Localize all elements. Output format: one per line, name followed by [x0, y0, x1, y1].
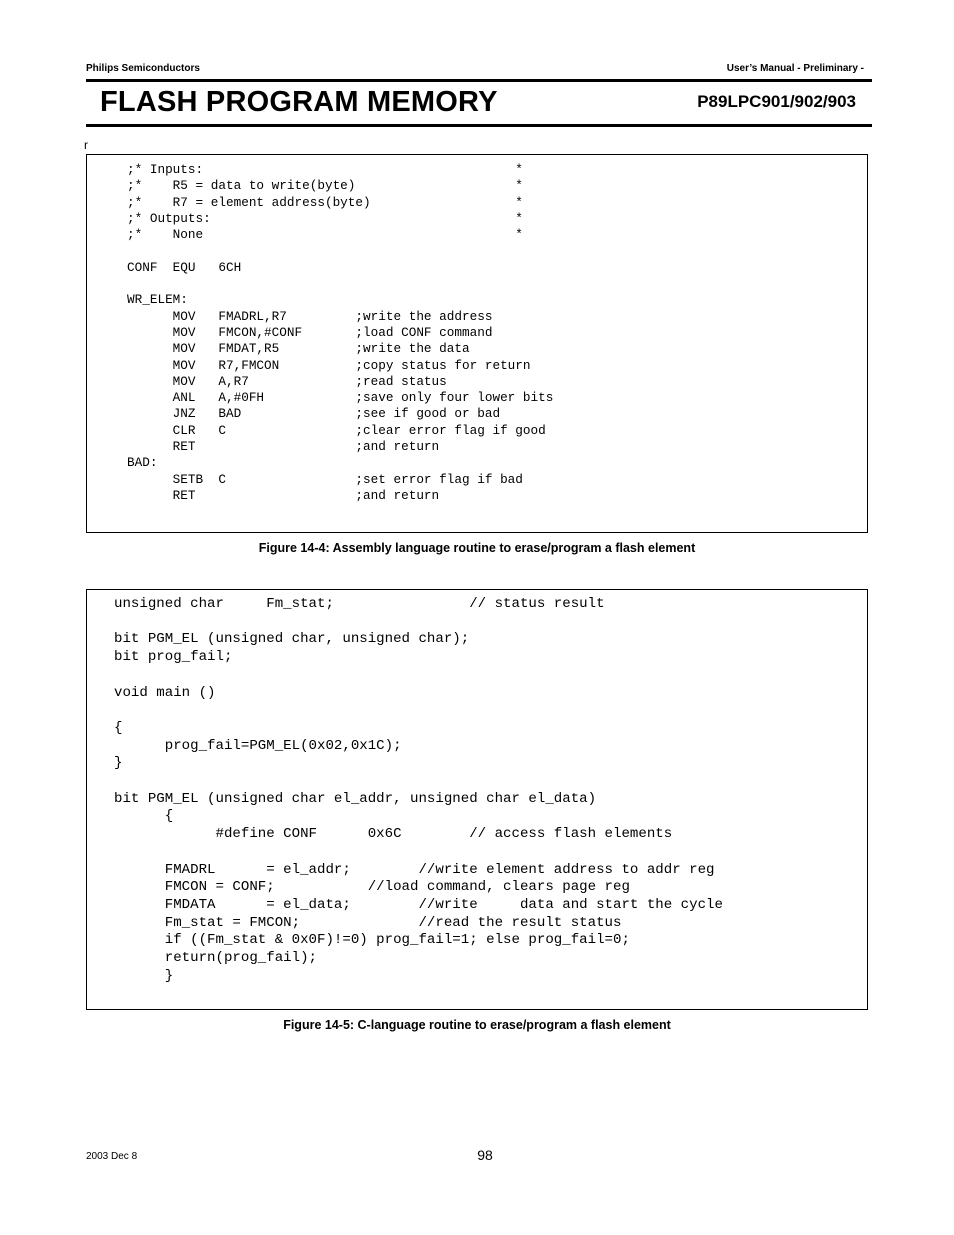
header-manual-status: User’s Manual - Preliminary - — [726, 63, 864, 74]
figure-caption-14-5: Figure 14-5: C-language routine to erase/program a flash element — [283, 1018, 671, 1032]
assembly-code-box — [86, 154, 868, 533]
stray-mark: r — [84, 138, 88, 152]
header-bottom-rule — [86, 124, 872, 127]
page-title: FLASH PROGRAM MEMORY — [100, 86, 498, 118]
header-top-rule — [86, 79, 872, 82]
assembly-code-listing: ;* Inputs: * ;* R5 = data to write(byte) * ;* R7 = element address(byte) * ;* Outputs: * ;* None * CONF EQU 6CH WR_ELEM: MOV FMADRL,R7 ;write the address MOV FMCON,#CONF ;load CONF command MOV FMDAT,R5 ;write the data MOV R7,FMCON ;copy status for return MOV A,R7 ;read status ANL A,#0FH ;save only four lower bits JNZ BAD ;see if good or bad CLR C ;clear error flag if good RET ;and return BAD: SETB C ;set error flag if bad RET ;and return — [127, 162, 554, 503]
figure-caption-14-4: Figure 14-4: Assembly language routine to erase/program a flash element — [258, 541, 696, 555]
header-company: Philips Semiconductors — [86, 63, 200, 74]
footer-date: 2003 Dec 8 — [86, 1151, 138, 1162]
device-model: P89LPC901/902/903 — [697, 92, 856, 111]
c-code-listing: unsigned char Fm_stat; // status result bit PGM_EL (unsigned char, unsigned char); bit prog_fail; void main () { prog_fail=PGM_EL(0x02,0x1C); } bit PGM_EL (unsigned char el_addr, unsigned char el_data) { #define CONF 0x6C // access flash elements FMADRL = el_addr; //write element address to addr reg FMCON = CONF; //load command, clears page reg FMDATA = el_data; //write data and start the cycle Fm_stat = FMCON; //read the result status if ((Fm_stat & 0x0F)!=0) prog_fail=1; else prog_fail=0; return(prog_fail); } — [114, 596, 723, 984]
c-code-box — [86, 589, 868, 1010]
page-number: 98 — [477, 1147, 493, 1163]
